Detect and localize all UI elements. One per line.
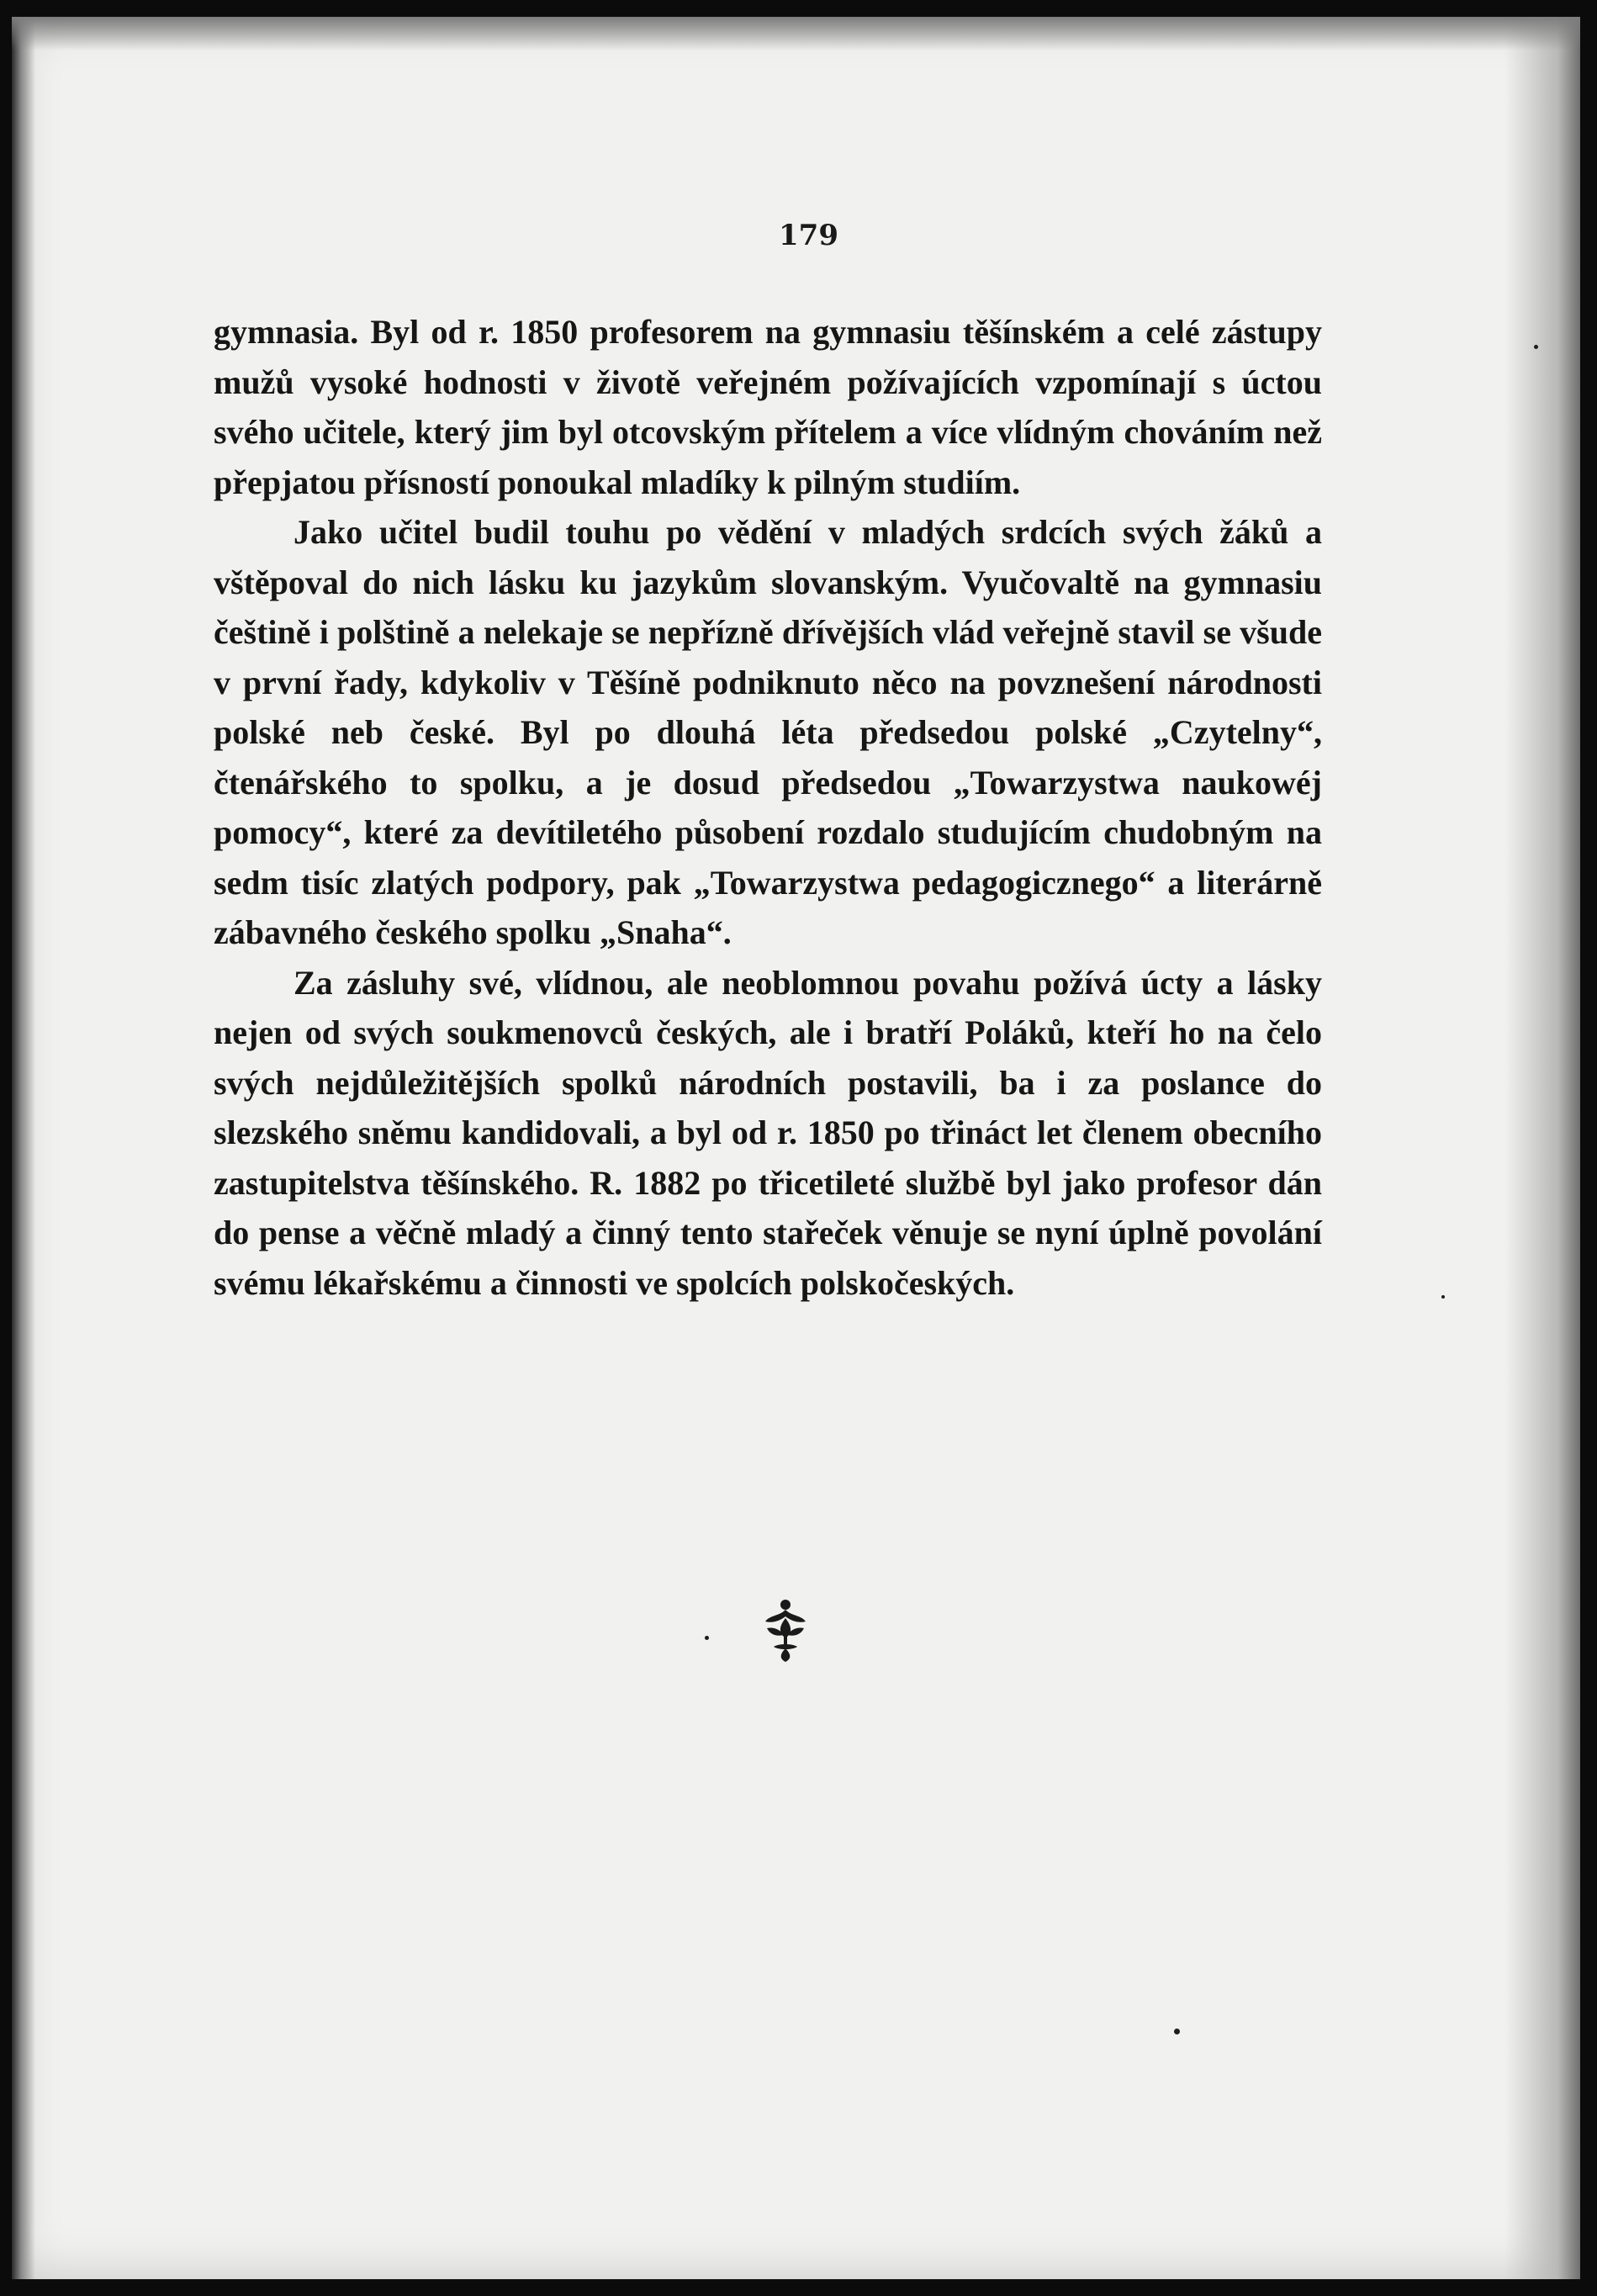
dust-speck — [705, 1636, 709, 1640]
paragraph-3: Za zásluhy své, vlídnou, ale neoblomnou povahu požívá úcty a lásky nejen od svých soukmenovců českých, ale i bratří Poláků, kteří ho na čelo svých nejdůležitějších spolků národních postavili, ba i za poslance do slezského sněmu kandidovali, a byl od r. 1850 po třináct let členem obecního zastupitelstva těšínského. R. 1882 po třicetileté službě byl jako profesor dán do pense a věčně mladý a činný tento stařeček věnuje se nyní úplně povolání svému lékařskému a činnosti ve spolcích polskočeských. — [214, 963, 1322, 1302]
scan-edge-left — [12, 17, 35, 2279]
dust-speck — [1441, 1295, 1445, 1299]
dust-speck — [1174, 2029, 1180, 2034]
dust-speck — [1534, 345, 1538, 349]
page-number: 179 — [779, 219, 838, 252]
paragraph-1: gymnasia. Byl od r. 1850 profesorem na gymnasiu těšínském a celé zástupy mužů vysoké hodnosti v životě veřejném požívajících vzpomínají s úctou svého učitele, který jim byl otcovským přítelem a více vlídným chováním než přepjatou přísností ponoukal mladíky k pilným studiím. — [214, 313, 1322, 501]
fleuron-icon — [759, 1598, 812, 1664]
scan-edge-top — [12, 17, 1580, 50]
paragraph-2: Jako učitel budil touhu po vědění v mladých srdcích svých žáků a vštěpoval do nich lásku ku jazykům slovanským. Vyučovaltě na gymnasiu češtině i polštině a nelekaje se nepřízně dřívějších vlád veřejně stavil se všude v první řady, kdykoliv v Těšíně podniknuto něco na povznešení národnosti polské neb české. Byl po dlouhá léta předsedou polské „Czytelny“, čtenářského to spolku, a je dosud předsedou „Towarzystwa naukowéj pomocy“, které za devítiletého působení rozdalo studujícím chudobným na sedm tisíc zlatých podpory, pak „Towarzystwa pedagogicznego“ a literárně zábavného českého spolku „Snaha“. — [214, 513, 1322, 951]
body-text — [214, 307, 1322, 1308]
scan-edge-right — [1504, 17, 1580, 2279]
scanned-page — [12, 17, 1580, 2279]
